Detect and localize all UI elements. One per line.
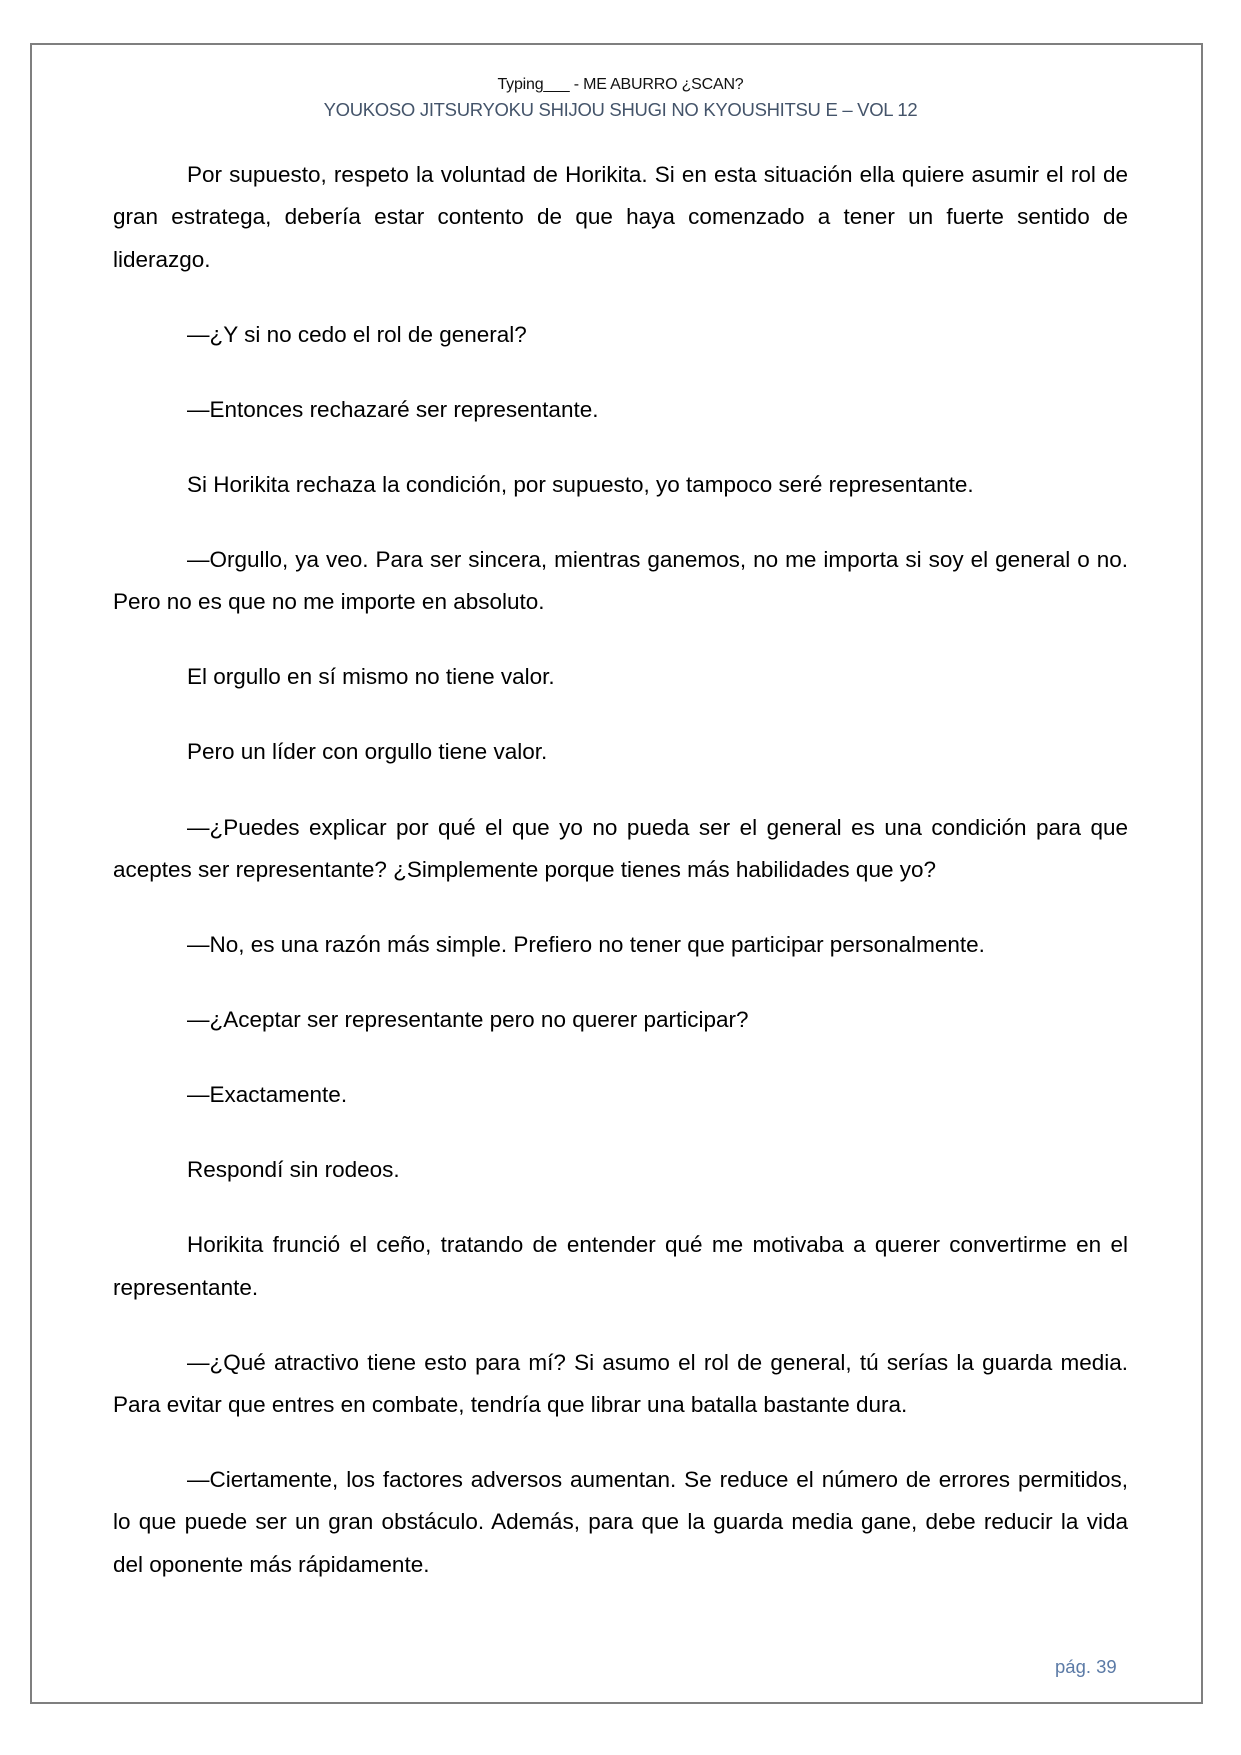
paragraph: —No, es una razón más simple. Prefiero no tener que participar personalmente.	[187, 931, 985, 957]
paragraph: Si Horikita rechaza la condición, por supuesto, yo tampoco seré representante.	[187, 471, 974, 497]
paragraph: Por supuesto, respeto la voluntad de Horikita. Si en esta situación ella quiere asumir el rol de gran estratega, debería estar contento de que haya comenzado a tener un fuerte sentido de liderazgo.	[113, 162, 1128, 272]
paragraph: —¿Y si no cedo el rol de general?	[187, 321, 527, 347]
page-number: pág. 39	[1055, 1656, 1117, 1677]
page-header	[0, 72, 1241, 122]
header-credits: Typing___ - ME ABURRO ¿SCAN?	[497, 76, 744, 93]
paragraph: —¿Puedes explicar por qué el que yo no pueda ser el general es una condición para que aceptes ser representante? ¿Simplemente porque tienes más habilidades que yo?	[113, 814, 1128, 882]
paragraph: Horikita frunció el ceño, tratando de entender qué me motivaba a querer convertirme en el representante.	[113, 1232, 1128, 1300]
header-book-title: YOUKOSO JITSURYOKU SHIJOU SHUGI NO KYOUSHITSU E – VOL 12	[323, 99, 918, 120]
paragraph: —Ciertamente, los factores adversos aumentan. Se reduce el número de errores permitidos, lo que puede ser un gran obstáculo. Además, para que la guarda media gane, debe reducir la vida del oponente más rápidamente.	[113, 1467, 1128, 1577]
body-text	[113, 154, 1128, 1619]
paragraph: —Entonces rechazaré ser representante.	[187, 396, 599, 422]
paragraph: —Exactamente.	[187, 1082, 348, 1108]
paragraph: —Orgullo, ya veo. Para ser sincera, mientras ganemos, no me importa si soy el general o no. Pero no es que no me importe en absoluto.	[113, 546, 1128, 615]
paragraph: El orgullo en sí mismo no tiene valor.	[187, 664, 555, 690]
paragraph: Respondí sin rodeos.	[187, 1157, 400, 1183]
paragraph: Pero un líder con orgullo tiene valor.	[187, 739, 548, 765]
paragraph: —¿Aceptar ser representante pero no querer participar?	[187, 1007, 749, 1033]
paragraph: —¿Qué atractivo tiene esto para mí? Si asumo el rol de general, tú serías la guarda media. Para evitar que entres en combate, tendría que librar una batalla bastante dura.	[113, 1349, 1128, 1417]
